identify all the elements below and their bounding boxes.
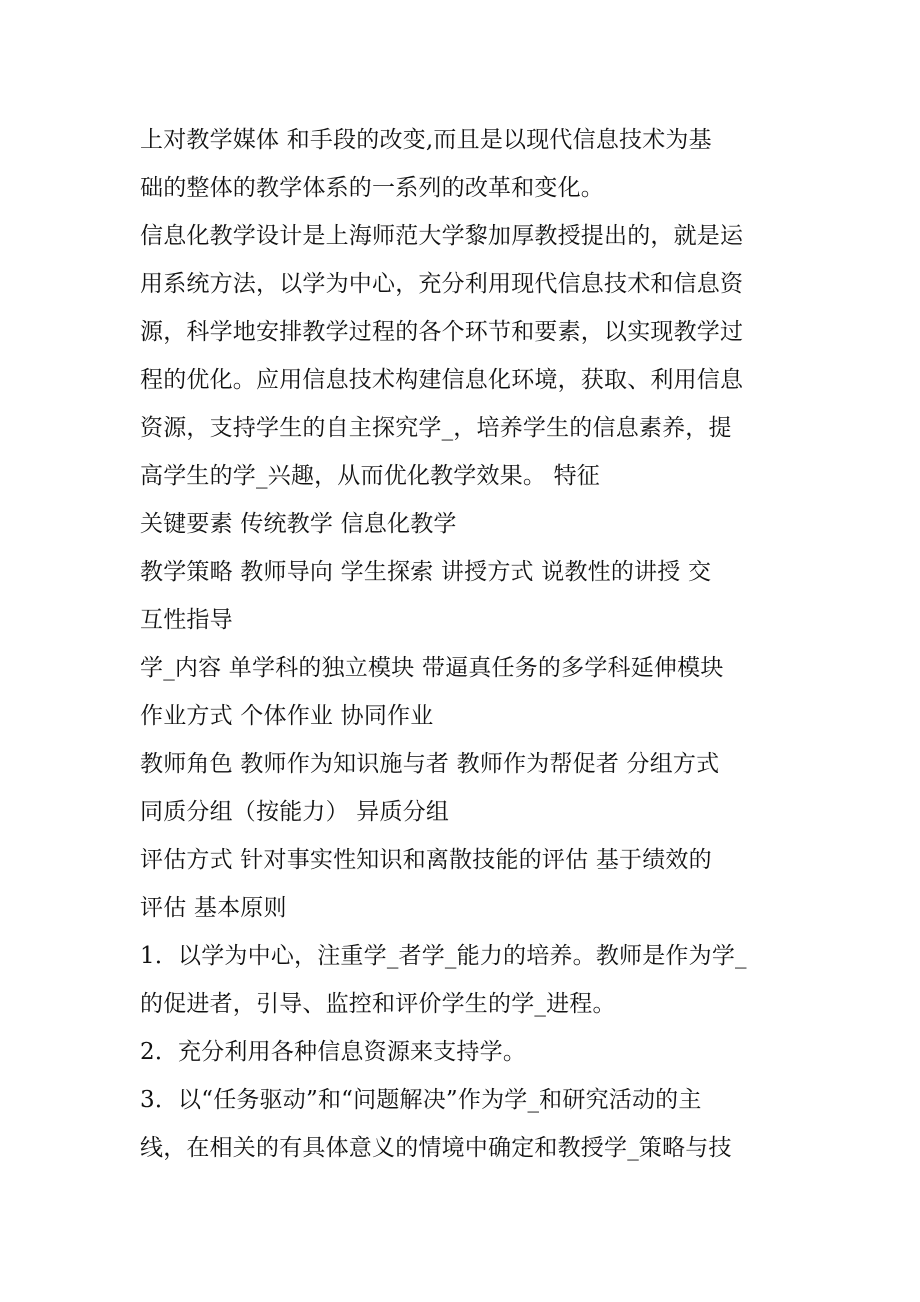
text-line: 线，在相关的有具体意义的情境中确定和教授学_策略与技 [140, 1135, 732, 1161]
text-line: 高学生的学_兴趣，从而优化教学效果。 特征 [140, 463, 601, 489]
document-body [140, 116, 780, 1172]
text-line: 同质分组（按能力） 异质分组 [140, 799, 450, 825]
text-line: 1．以学为中心，注重学_者学_能力的培养。教师是作为学_ [140, 943, 747, 969]
text-line: 互性指导 [140, 607, 233, 633]
text-line: 源，科学地安排教学过程的各个环节和要素，以实现教学过 [140, 319, 744, 345]
text-line: 的促进者，引导、监控和评价学生的学_进程。 [140, 991, 616, 1017]
text-line: 上对教学媒体 和手段的改变,而且是以现代信息技术为基 [140, 127, 712, 153]
text-line: 教学策略 教师导向 学生探索 讲授方式 说教性的讲授 交 [140, 559, 712, 585]
text-line: 2．充分利用各种信息资源来支持学。 [140, 1039, 527, 1065]
text-line: 教师角色 教师作为知识施与者 教师作为帮促者 分组方式 [140, 751, 720, 777]
text-line: 3．以“任务驱动”和“问题解决”作为学_和研究活动的主 [140, 1087, 702, 1113]
text-line: 评估 基本原则 [140, 895, 287, 921]
text-line: 础的整体的教学体系的一系列的改革和变化。 [140, 175, 604, 201]
text-line: 学_内容 单学科的独立模块 带逼真任务的多学科延伸模块 [140, 655, 724, 681]
text-line: 程的优化。应用信息技术构建信息化环境，获取、利用信息 [140, 367, 744, 393]
text-line: 信息化教学设计是上海师范大学黎加厚教授提出的，就是运 [140, 223, 744, 249]
text-line: 评估方式 针对事实性知识和离散技能的评估 基于绩效的 [140, 847, 712, 873]
text-line: 用系统方法，以学为中心，充分利用现代信息技术和信息资 [140, 271, 744, 297]
text-line: 关键要素 传统教学 信息化教学 [140, 511, 457, 537]
text-line: 作业方式 个体作业 协同作业 [140, 703, 434, 729]
text-line: 资源，支持学生的自主探究学_，培养学生的信息素养，提 [140, 415, 732, 441]
